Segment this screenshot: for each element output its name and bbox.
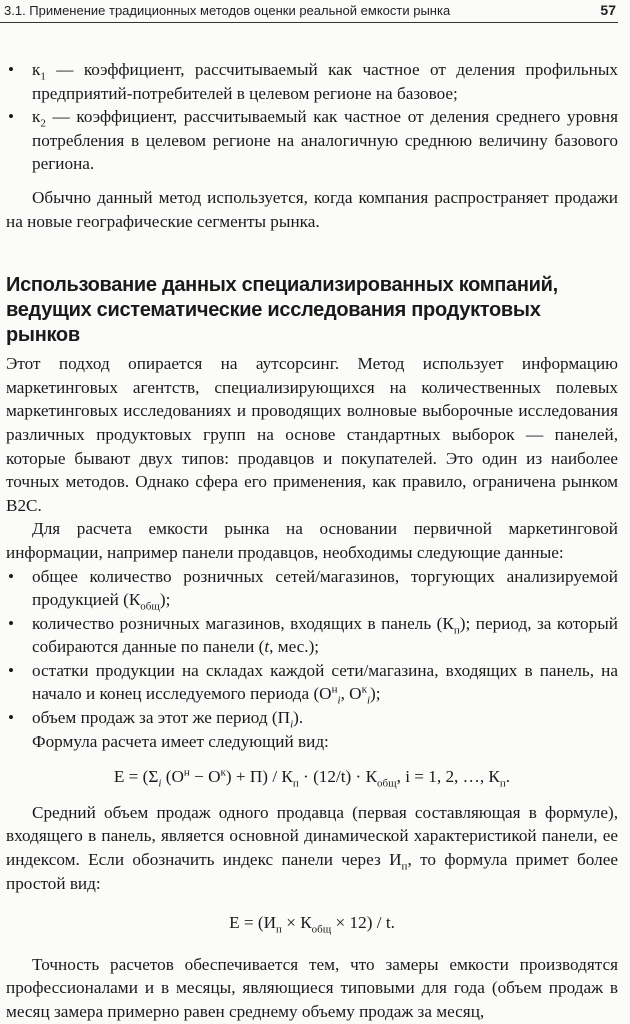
list-item: • $к_1$ — коэффициент, рассчитываемый как частное от деления профильных предприятий-потребителей в целевом регионе на базовое; [8, 60, 618, 103]
list-item: • количество розничных магазинов, входящих в панель $(К_п)$; период, за который собираются данные по панели (t, мес.); [8, 613, 618, 657]
list-item: • остатки продукции на складах каждой сети/магазина, входящих в панель, на начало и конец исследуемого периода ($О^н_i$, $О^к_i$); [8, 660, 618, 707]
paragraph-formula-intro: Формула расчета имеет следующий вид: [32, 731, 329, 751]
formula-simplified: $E = (И_п \times К_{общ} \times 12) / t$. [229, 913, 395, 936]
list-item: • общее количество розничных сетей/магазинов, торгующих анализируемой продукцией $(К_{общ})$; [8, 566, 618, 613]
paragraph-outsourcing: Этот подход опирается на аутсорсинг. Метод использует информацию маркетинговых агентств, специализирующихся на количественных полевых маркетинговых исследованиях и проводящих волновые выборочные исследования различных продуктовых групп на основе стандартных выборок — панелей, которые бывают двух типов: продавцов и покупателей. Это один из наиболее точных методов. Однако сфера его применения, как правило, ограничена рынком B2C. [6, 354, 618, 515]
paragraph-usage: Обычно данный метод используется, когда компания распространяет продажи на новые географические сегменты рынка. [6, 187, 618, 231]
bullet-icon: • [8, 613, 15, 633]
coefficient-list [6, 58, 618, 176]
page-number: 57 [600, 2, 616, 18]
bullet-icon: • [8, 566, 15, 586]
list-item: • объем продаж за этот же период $(П_i)$. [8, 708, 304, 731]
paragraph-data-needed: Для расчета емкости рынка на основании первичной маркетинговой информации, например панели продавцов, необходимы следующие данные: [6, 519, 618, 562]
formula-capacity: $E = (\Sigma_i$ $(О^н - О^к) + П) / К_п \cdot (12/t) \cdot К_{общ}$, i = 1, 2, …, $К_п$. [113, 766, 511, 790]
bullet-icon: • [8, 60, 15, 79]
bullet-icon: • [8, 660, 15, 680]
data-list [6, 565, 618, 730]
running-header [0, 0, 618, 23]
list-item: • $к_2$ — коэффициент, рассчитываемый как частное от деления среднего уровня потребления в целевом регионе на аналогичную среднюю величину базового региона. [8, 107, 618, 174]
running-header-title: 3.1. Применение традиционных методов оценки реальной емкости рынка [4, 3, 451, 18]
paragraph-accuracy: Точность расчетов обеспечивается тем, что замеры емкости производятся профессионалами и в месяцы, являющиеся типовыми для года (объем продаж в месяц замера примерно равен среднему объему продаж за месяц, [6, 954, 618, 1021]
page-content [6, 58, 618, 1024]
bullet-icon: • [8, 708, 15, 728]
bullet-icon: • [8, 107, 15, 127]
paragraph-average-sales: Средний объем продаж одного продавца (первая составляющая в формуле), входящего в панель, является основной динамической характеристикой панели, ее индексом. Если обозначить индекс панели через $И_п$, то формула примет более простой вид: [6, 802, 618, 893]
section-heading: Использование данных специализированных компаний, ведущих систематические исследования продуктовых рынков [6, 274, 558, 347]
